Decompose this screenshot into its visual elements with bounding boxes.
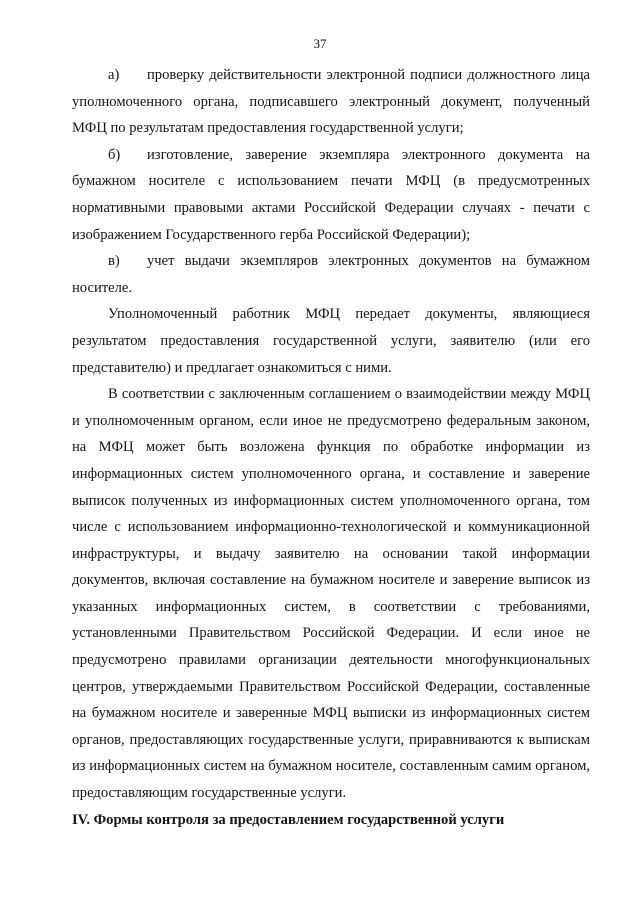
list-item-text: учет выдачи экземпляров электронных документов на бумажном носителе.: [72, 253, 590, 296]
body-paragraph: В соответствии с заключенным соглашением о взаимодействии между МФЦ и уполномоченным органом, если иное не предусмотрено федеральным законом, на МФЦ может быть возложена функция по обработке информации из информационных систем уполномоченного органа, и составление и заверение выписок полученных из информационных систем уполномоченного органа, том числе с использованием информационно-технологической и коммуникационной инфраструктуры, и выдачу заявителю на основании такой информации документов, включая составление на бумажном носителе и заверение выписок из указанных информационных систем, в соответствии с требованиями, установленными Правительством Российской Федерации. И если иное не предусмотрено правилами организации деятельности многофункциональных центров, утверждаемыми Правительством Российской Федерации, составленные на бумажном носителе и заверенные МФЦ выписки из информационных систем органов, предоставляющих государственные услуги, приравниваются к выпискам из информационных систем на бумажном носителе, составленным самим органом, предоставляющим государственные услуги.: [72, 386, 590, 802]
list-marker: в): [108, 253, 120, 270]
list-item-a: [72, 62, 590, 142]
list-item-text: изготовление, заверение экземпляра электронного документа на бумажном носителе с использованием печати МФЦ (в предусмотренных нормативными правовыми актами Российской Федерации случаях - печати с изображением Государственного герба Российской Федерации);: [72, 146, 590, 243]
list-marker: а): [108, 67, 120, 83]
list-marker: б): [108, 146, 121, 163]
list-item-text: проверку действительности электронной подписи должностного лица уполномоченного органа, подписавшего электронный документ, полученный МФЦ по результатам предоставления государственной услуги;: [72, 67, 590, 137]
document-body: [72, 62, 590, 833]
page-number: 37: [313, 36, 327, 51]
section-heading: IV. Формы контроля за предоставлением государственной услуги: [72, 811, 505, 828]
list-item-v: [72, 248, 590, 301]
list-item-b: [72, 142, 590, 248]
body-paragraph: Уполномоченный работник МФЦ передает документы, являющиеся результатом предоставления государственной услуги, заявителю (или его представителю) и предлагает ознакомиться с ними.: [72, 306, 590, 376]
